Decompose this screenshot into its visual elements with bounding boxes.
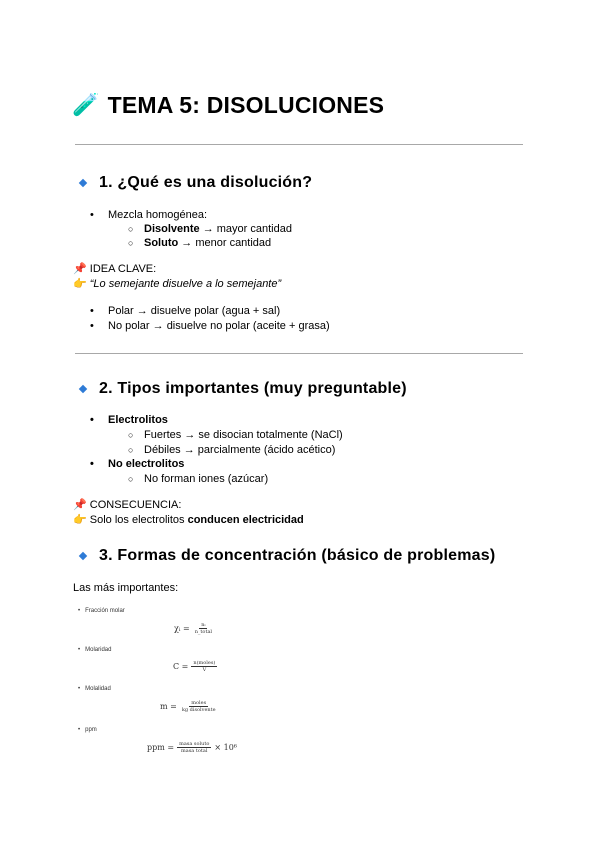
section-heading-3-text: 3. Formas de concentración (básico de problemas) <box>99 547 496 564</box>
pushpin-icon: 📌 <box>73 262 87 275</box>
consecuencia-label <box>73 498 181 512</box>
pushpin-icon: 📌 <box>73 498 87 511</box>
denominator: V <box>202 667 207 673</box>
section-heading-3 <box>76 547 495 565</box>
list-item <box>144 236 271 250</box>
list-item: • No polar → disuelve no polar (aceite + grasa) <box>108 319 330 333</box>
formula-molalidad <box>160 700 218 713</box>
formula-lhs: χᵢ = <box>174 624 190 633</box>
formula-ppm <box>147 741 237 754</box>
term-text: → mayor cantidad <box>199 223 292 235</box>
page-title-text: TEMA 5: DISOLUCIONES <box>107 92 385 118</box>
section-heading-2-text: 2. Tipos importantes (muy preguntable) <box>99 380 407 397</box>
list-item: ○ No forman iones (azúcar) <box>144 472 268 486</box>
pointing-hand-icon: 👉 <box>73 277 87 290</box>
list-item <box>144 222 292 236</box>
term-text: → menor cantidad <box>178 237 272 249</box>
intro-text: Las más importantes: <box>73 582 179 594</box>
list-item: • Mezcla homogénea: <box>108 208 207 222</box>
fraction <box>193 622 214 635</box>
idea-clave-quote <box>73 277 281 291</box>
term-soluto: Soluto <box>144 237 179 249</box>
formula-label: • Molalidad <box>78 686 111 692</box>
consecuencia-text: CONSECUENCIA: <box>89 499 182 511</box>
consecuencia-body <box>73 513 304 527</box>
formula-lhs: m = <box>160 702 177 711</box>
numerator: moles <box>191 700 207 706</box>
list-item: • Electrolitos <box>108 413 168 427</box>
list-item: • Polar → disuelve polar (agua + sal) <box>108 304 280 318</box>
formula-label: • ppm <box>78 727 97 733</box>
numerator: n(moles) <box>193 660 216 666</box>
term-disolvente: Disolvente <box>144 223 200 235</box>
denominator: n_total <box>194 629 213 635</box>
diamond-icon <box>79 385 87 393</box>
formula-molaridad <box>173 660 217 673</box>
denominator: masa total <box>180 748 208 754</box>
formula-label: • Fracción molar <box>78 608 125 614</box>
list-item: ○ Fuertes → se disocian totalmente (NaCl) <box>144 428 343 442</box>
fraction <box>191 660 217 673</box>
numerator: nᵢ <box>201 622 206 628</box>
test-tube-icon: 🧪 <box>72 93 100 118</box>
denominator: kg disolvente <box>181 707 216 713</box>
idea-clave-label <box>73 262 156 276</box>
consecuencia-body-text: Solo los electrolitos <box>89 514 188 526</box>
consecuencia-bold: conducen electricidad <box>187 514 304 526</box>
list-item: ○ Débiles → parcialmente (ácido acético) <box>144 443 335 457</box>
formula-fraccion-molar <box>174 622 214 635</box>
formula-lhs: C = <box>173 662 189 671</box>
section-heading-1 <box>76 174 312 192</box>
divider <box>75 144 523 145</box>
diamond-icon <box>79 552 87 560</box>
formula-label: • Molaridad <box>78 647 111 653</box>
divider <box>75 353 523 354</box>
fraction <box>180 700 218 713</box>
diamond-icon <box>79 179 87 187</box>
formula-lhs: ppm = <box>147 743 175 752</box>
quote-text: “Lo semejante disuelve a lo semejante” <box>89 278 282 290</box>
pointing-hand-icon: 👉 <box>73 513 87 526</box>
section-heading-1-text: 1. ¿Qué es una disolución? <box>99 174 313 191</box>
formula-rhs: × 10⁶ <box>214 743 237 752</box>
page-title <box>72 92 384 119</box>
fraction <box>177 741 211 754</box>
idea-clave-text: IDEA CLAVE: <box>89 263 157 275</box>
numerator: masa soluto <box>179 741 210 747</box>
section-heading-2 <box>76 380 407 398</box>
list-item: • No electrolitos <box>108 457 184 471</box>
